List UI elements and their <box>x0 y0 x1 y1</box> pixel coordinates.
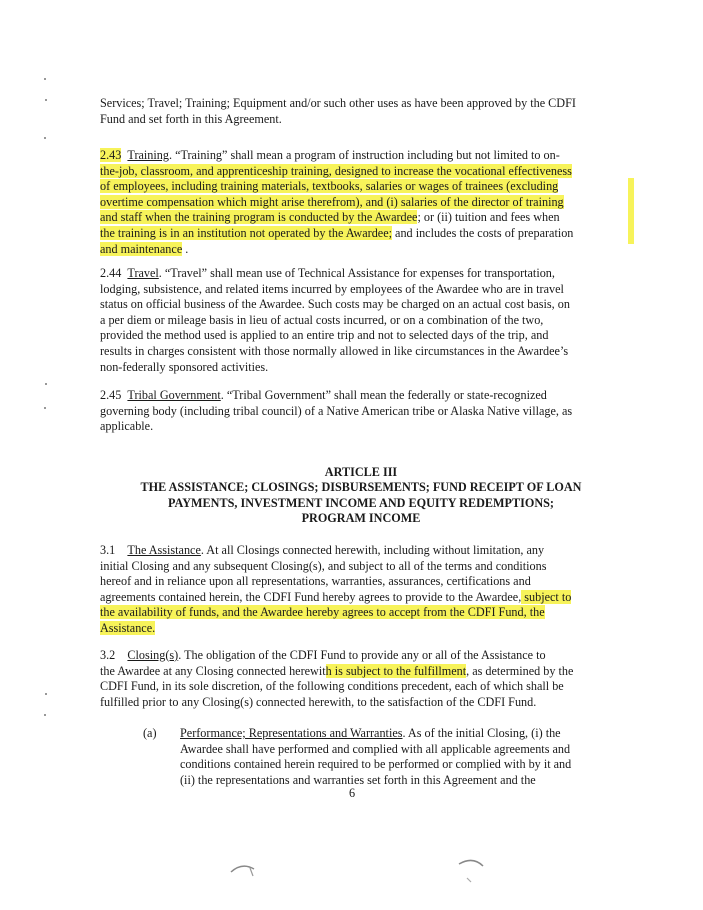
subsection-a <box>180 726 620 788</box>
text-line: results in charges consistent with those normally allowed in like circumstances in the Awardee’s <box>100 343 569 358</box>
section-number: 3.1 <box>100 543 116 557</box>
intro-paragraph <box>100 96 622 127</box>
text-line: provided the method used is applied to an entire trip and not to selected days of the trip, and <box>100 328 549 343</box>
text-run: . “Tribal Government” shall mean the federally or state-recognized <box>220 388 547 402</box>
highlighted-text: h is subject to the fulfillment <box>325 663 467 678</box>
text-line <box>100 266 622 282</box>
text-line <box>100 210 622 226</box>
text-run: . At all Closings connected herewith, including without limitation, any <box>200 543 545 557</box>
highlighted-text: the-job, classroom, and apprenticeship training, <box>100 163 335 178</box>
text-line <box>100 590 622 606</box>
section-title: Closing(s) <box>127 648 179 662</box>
subsection-title: Performance; Representations and Warranties <box>180 726 403 740</box>
section-title: Training <box>127 148 169 162</box>
subsection-label: (a) <box>143 726 157 740</box>
highlighted-text: Assistance. <box>100 620 156 635</box>
highlighted-text: and maintenance <box>100 241 183 256</box>
scan-hole-mark <box>455 856 487 884</box>
highlighted-text: designed to increase the vocational effectiveness <box>334 163 572 178</box>
section-number: 3.2 <box>100 648 116 662</box>
text-line: lodging, subsistence, and related items incurred by employees of the Awardee who are in travel <box>100 281 564 296</box>
text-line: governing body (including tribal council) of a Native American tribe or Alaska Native village, as <box>100 403 573 418</box>
text-line: initial Closing and any subsequent Closing(s), and subject to all of the terms and conditions <box>100 558 547 573</box>
highlighted-text: the training is in an institution not operated by the Awardee; <box>100 225 392 240</box>
text-run: . “Training” shall mean a program of instruction including but not limited to on- <box>168 148 560 162</box>
article-title-line: THE ASSISTANCE; CLOSINGS; DISBURSEMENTS; FUND RECEIPT OF LOAN <box>140 480 582 495</box>
scan-mark <box>44 407 46 409</box>
highlighted-text: and staff when the training program is conducted by the Awardee <box>100 210 418 225</box>
scan-mark <box>45 693 47 695</box>
text-line: Awardee shall have performed and complied with all applicable agreements and <box>180 741 571 756</box>
text-line <box>100 179 622 195</box>
text-line <box>100 195 622 211</box>
text-line <box>100 148 622 164</box>
page-number: 6 <box>348 786 356 800</box>
text-line <box>100 543 622 559</box>
text-run: . The obligation of the CDFI Fund to provide any or all of the Assistance to <box>178 648 546 662</box>
scan-hole-mark <box>228 860 258 880</box>
article-title-line: PAYMENTS, INVESTMENT INCOME AND EQUITY REDEMPTIONS; <box>168 495 554 510</box>
text-run: and includes the costs of preparation <box>392 225 574 240</box>
section-3-1 <box>100 543 622 637</box>
text-run: . “Travel” shall mean use of Technical Assistance for expenses for transportation, <box>158 266 555 280</box>
text-line: Services; Travel; Training; Equipment and/or such other uses as have been approved by the CDFI <box>100 96 576 110</box>
text-line <box>100 242 622 258</box>
text-run: the Awardee at any Closing connected herewit <box>100 663 326 678</box>
section-number: 2.45 <box>100 388 122 402</box>
scan-mark <box>44 714 46 716</box>
text-line <box>100 621 622 637</box>
text-run: agreements contained herein, the CDFI Fund hereby agrees to provide to the Awardee, <box>100 589 522 604</box>
text-run: ; or (ii) tuition and fees when <box>417 210 560 225</box>
scan-mark <box>44 78 46 80</box>
text-line: (ii) the representations and warranties set forth in this Agreement and the <box>180 772 536 787</box>
text-line <box>100 648 622 664</box>
text-line: non-federally sponsored activities. <box>100 359 269 374</box>
text-run: , as determined by the <box>466 663 574 678</box>
section-2-43 <box>100 148 622 257</box>
text-line: a per diem or mileage basis in lieu of actual costs incurred, or on a combination of the two, <box>100 312 544 327</box>
text-line <box>100 388 622 404</box>
text-line <box>100 605 622 621</box>
text-line: fulfilled prior to any Closing(s) connected herewith, to the satisfaction of the CDFI Fund. <box>100 694 537 709</box>
text-line <box>100 226 622 242</box>
text-line: status on official business of the Awardee. Such costs may be charged on an actual cost basis, on <box>100 297 570 312</box>
scan-mark <box>45 99 47 101</box>
section-number: 2.43 <box>100 148 122 162</box>
scan-mark <box>45 383 47 385</box>
section-title: Tribal Government <box>127 388 221 402</box>
article-heading <box>100 465 622 527</box>
scan-mark <box>44 137 46 139</box>
highlighted-text: of employees, including training materials, textbooks, salaries or wages of trainees (excluding <box>100 179 559 194</box>
text-line: applicable. <box>100 419 154 434</box>
section-title: The Assistance <box>127 543 201 557</box>
text-line <box>100 164 622 180</box>
text-run: . <box>182 241 189 256</box>
article-number: ARTICLE III <box>324 465 398 479</box>
article-title-line: PROGRAM INCOME <box>301 511 421 526</box>
text-run: . As of the initial Closing, (i) the <box>402 726 561 740</box>
section-2-44 <box>100 266 622 375</box>
text-line <box>180 726 620 742</box>
text-line: Fund and set forth in this Agreement. <box>100 111 282 126</box>
text-line: conditions contained herein required to be performed or complied with by it and <box>180 757 572 772</box>
text-line: CDFI Fund, in its sole discretion, of the following conditions precedent, each of which shall be <box>100 679 564 694</box>
highlighted-text: the availability of funds, and the Awardee hereby agrees to accept from the CDFI Fund, the <box>100 605 545 620</box>
section-title: Travel <box>127 266 159 280</box>
text-line <box>100 664 622 680</box>
highlighted-text: overtime compensation which might arise therefrom), and (i) salaries of the director of training <box>100 194 564 209</box>
section-2-45 <box>100 388 622 435</box>
section-3-2 <box>100 648 622 710</box>
section-number: 2.44 <box>100 266 122 280</box>
highlighted-text: subject to <box>521 589 572 604</box>
margin-highlight-bar <box>628 178 634 244</box>
text-line: hereof and in reliance upon all representations, warranties, assurances, certifications and <box>100 574 531 589</box>
